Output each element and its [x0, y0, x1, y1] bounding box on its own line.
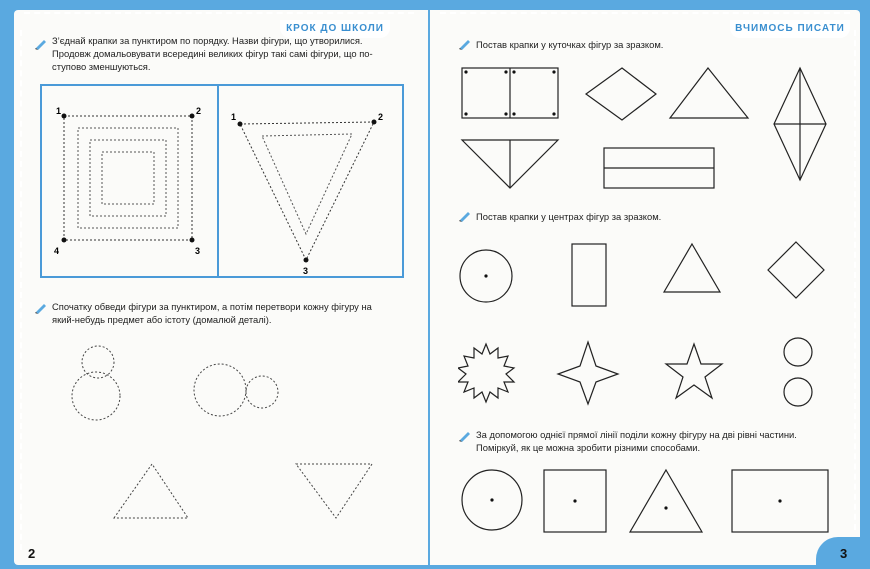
- divide-shapes: [458, 456, 838, 536]
- page-number-tab: [816, 537, 860, 565]
- small-circle-top: [784, 338, 812, 366]
- triangle: [670, 68, 748, 118]
- corner-dots-shapes: [458, 60, 838, 200]
- center-dot: [484, 274, 487, 277]
- task2-line-1: Спочатку обведи фігури за пунктиром, а потім перетвори кожну фігуру на: [52, 301, 372, 312]
- square-label-1: 1: [56, 106, 62, 116]
- page-number-right: 3: [840, 546, 848, 561]
- dotted-square: [54, 106, 201, 256]
- right-dashed-border: [854, 30, 856, 530]
- right-task1-instruction: Постав крапки у куточках фігур за зразком.: [476, 39, 664, 50]
- triangle: [630, 470, 702, 532]
- left-dashed-border: [20, 30, 22, 550]
- right-task3-line-1: За допомогою однієї прямої лінії поділи кожну фігуру на дві рівні частини.: [476, 429, 797, 440]
- triangle-label-2: 2: [378, 112, 384, 122]
- top-dashed-border: [24, 12, 414, 14]
- rhombus: [586, 68, 656, 120]
- small-circle-top: [82, 346, 114, 378]
- task1-instruction: [52, 34, 424, 73]
- tall-rectangle: [572, 244, 606, 306]
- triangle-label-1: 1: [231, 112, 237, 122]
- pencil-icon: [458, 210, 472, 222]
- big-circle: [194, 364, 246, 416]
- header-right-title: ВЧИМОСЬ ПИСАТИ: [730, 20, 850, 38]
- small-circle-bottom: [784, 378, 812, 406]
- right-task3-instruction: [476, 428, 848, 454]
- five-point-star: [666, 344, 722, 398]
- square-label-2: 2: [196, 106, 202, 116]
- task1-line-2: Продовж домальовувати всередині великих фігур такі самі фігури, що по-: [52, 48, 373, 59]
- task2-line-2: який-небудь предмет або істоту (домалюй деталі).: [52, 314, 272, 325]
- right-task3-line-2: Поміркуй, як це можна зробити різними способами.: [476, 442, 701, 453]
- right-page: [430, 10, 860, 565]
- right-task2-instruction: Постав крапки у центрах фігур за зразком.: [476, 211, 662, 222]
- task1-line-3: ступово зменшуються.: [52, 61, 151, 72]
- connect-dots-frame: [40, 84, 404, 278]
- trace-shapes: [54, 338, 394, 528]
- sun-star: [458, 344, 514, 402]
- left-page: [14, 10, 428, 565]
- big-circle-bottom: [72, 372, 120, 420]
- pencil-icon: [34, 302, 48, 314]
- four-point-star: [558, 342, 618, 404]
- square-label-3: 3: [195, 246, 201, 256]
- dotted-triangle: [231, 112, 383, 276]
- center-dots-shapes: [458, 232, 838, 412]
- task1-line-1: З’єднай крапки за пунктиром по порядку. Назви фігури, що утворилися.: [52, 35, 363, 46]
- triangle: [664, 244, 720, 292]
- pencil-icon: [458, 38, 472, 50]
- task2-instruction: [52, 300, 424, 326]
- top-dashed-border: [440, 12, 850, 14]
- triangle-label-3: 3: [303, 266, 309, 276]
- triangle-up: [114, 464, 188, 518]
- header-left-title: КРОК ДО ШКОЛИ: [280, 20, 390, 38]
- small-circle: [246, 376, 278, 408]
- triangle-down: [296, 464, 372, 518]
- pencil-icon: [34, 38, 48, 50]
- square-label-4: 4: [54, 246, 60, 256]
- page-number-left: 2: [28, 546, 36, 561]
- rhombus: [768, 242, 824, 298]
- pencil-icon: [458, 430, 472, 442]
